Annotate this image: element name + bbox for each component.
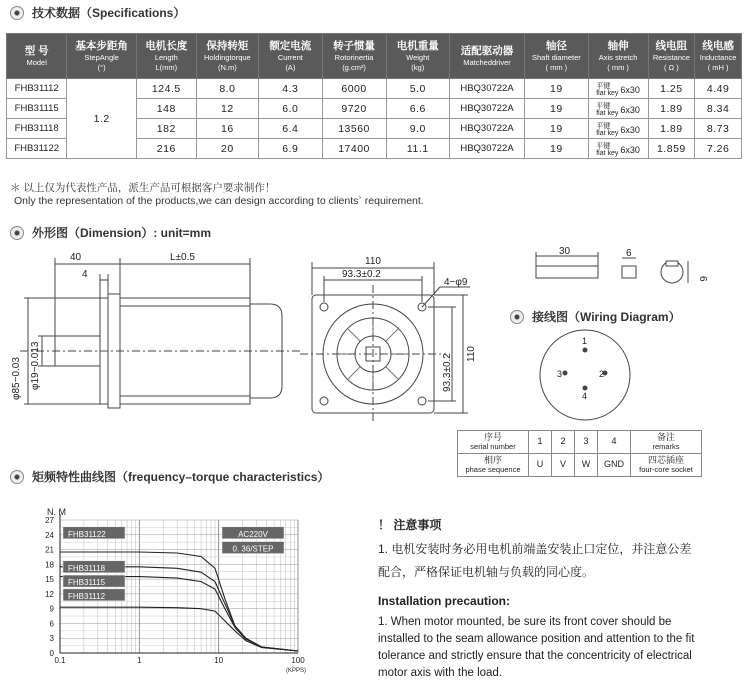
cell-torque: 16 [196, 119, 258, 139]
series-label: FHB31115 [68, 578, 106, 588]
pin-label: 3 [557, 369, 563, 379]
cell-inductance: 8.34 [695, 99, 742, 119]
series-line [60, 607, 298, 651]
cell-inertia: 9720 [322, 99, 386, 119]
table-row [458, 454, 702, 477]
dim-phi85: φ85−0.03 [11, 357, 22, 400]
col-header: 线电感 Inductance ( mH ) [695, 34, 742, 79]
cell-weight: 11.1 [386, 139, 449, 159]
cell-phase: GND [598, 454, 631, 477]
cell-shaft: 19 [525, 99, 589, 119]
dim-93-side: 93.3±0.2 [442, 353, 453, 392]
y-tick-label: 15 [45, 575, 54, 585]
cell-torque: 12 [196, 99, 258, 119]
cell-driver: HBQ30722A [449, 79, 524, 99]
section-curve [10, 468, 329, 485]
section-title: 接线图（Wiring Diagram） [532, 310, 681, 324]
cell-resistance: 1.859 [648, 139, 695, 159]
precaution-item-cn: 1. 电机安装时务必用电机前端盖安装止口定位，并注意公差配合，严格保证电机轴与负载的同心度。 [378, 542, 692, 579]
col-header: 型 号 Model [7, 34, 67, 79]
cell-inductance: 7.26 [695, 139, 742, 159]
cell-shaft: 19 [525, 139, 589, 159]
cell-driver: HBQ30722A [449, 119, 524, 139]
cell-length: 216 [136, 139, 196, 159]
cell-model: FHB31118 [7, 119, 67, 139]
x-tick-label: 0.1 [54, 656, 66, 665]
col-header: 轴伸 Axis stretch ( mm ) [588, 34, 648, 79]
precaution-item-en: 1. When motor mounted, be sure its front cover should be installed to the seam allowance position and attention to the fit tolerance and strictly ensure that the concentricity of electrical motor axis with the load. [378, 616, 695, 679]
cell-remarks-header: 备注 remarks [631, 431, 702, 454]
cell-inductance: 4.49 [695, 79, 742, 99]
y-tick-label: 12 [45, 589, 54, 599]
dim-110-side: 110 [466, 346, 477, 362]
col-header: 保持转矩 Holdingtorque (N.m) [196, 34, 258, 79]
dim-93-top: 93.3±0.2 [342, 269, 381, 280]
pin-label: 2 [599, 369, 605, 379]
series-label: FHB31122 [68, 529, 106, 539]
x-tick-label: 1 [137, 656, 142, 665]
section-title: 技术数据（Specifications） [32, 6, 186, 20]
cell-axis: 平键 flat key 6x30 [588, 139, 648, 159]
cell-resistance: 1.89 [648, 99, 695, 119]
cell-resistance: 1.89 [648, 119, 695, 139]
cell-current: 6.0 [259, 99, 322, 119]
cell-weight: 5.0 [386, 79, 449, 99]
cell-serial-header: 序号 serial number [458, 431, 529, 454]
dim-key-30: 30 [559, 246, 571, 257]
x-tick-label: 10 [214, 656, 224, 665]
cell-weight: 6.6 [386, 99, 449, 119]
cell-current: 4.3 [259, 79, 322, 99]
y-tick-label: 9 [49, 604, 54, 614]
mount-hole [320, 397, 328, 405]
col-header: 线电阻 Resistance ( Ω ) [648, 34, 695, 79]
cell-pin: 2 [552, 431, 575, 454]
col-header: 额定电流 Current (A) [259, 34, 322, 79]
cell-current: 6.4 [259, 119, 322, 139]
col-header: 转子惯量 Rotorinertia (g.cm²) [322, 34, 386, 79]
precaution-title-cn: ！ 注意事项 [378, 518, 442, 532]
spec-table [6, 33, 742, 159]
cell-model: FHB31122 [7, 139, 67, 159]
table-row [458, 431, 702, 454]
cell-driver: HBQ30722A [449, 99, 524, 119]
torque-chart [0, 500, 340, 687]
cell-model: FHB31112 [7, 79, 67, 99]
cell-step-angle: 1.2 [67, 79, 137, 159]
dim-key-6b: 6 [697, 276, 708, 282]
note-cn: ＊ 以上仅为代表性产品，派生产品可根据客户要求制作！ [10, 182, 276, 194]
mount-hole [418, 397, 426, 405]
bullet-icon [10, 470, 24, 484]
dim-40: 40 [70, 252, 82, 263]
y-tick-label: 27 [45, 516, 54, 525]
motor-shaft [55, 336, 100, 366]
precaution-title-en: Installation precaution: [378, 594, 511, 608]
cell-inertia: 13560 [322, 119, 386, 139]
cell-pin: 1 [529, 431, 552, 454]
series-label: FHB31118 [68, 563, 106, 573]
col-header: 电机重量 Weight (kg) [386, 34, 449, 79]
cell-inertia: 17400 [322, 139, 386, 159]
y-tick-label: 18 [45, 560, 54, 570]
series-line [60, 577, 298, 651]
col-header: 电机长度 Length L(mm) [136, 34, 196, 79]
y-tick-label: 21 [45, 545, 54, 555]
pin-label: 4 [582, 391, 588, 401]
wiring-diagram [538, 326, 638, 426]
cell-torque: 8.0 [196, 79, 258, 99]
y-tick-label: 24 [45, 530, 54, 540]
cell-weight: 9.0 [386, 119, 449, 139]
cell-inertia: 6000 [322, 79, 386, 99]
dim-phi19: φ19−0.013 [30, 341, 41, 390]
dim-length: L±0.5 [170, 252, 195, 263]
pin-label: 1 [582, 336, 588, 346]
cell-length: 124.5 [136, 79, 196, 99]
cell-phase: W [575, 454, 598, 477]
key-top-view [536, 266, 598, 278]
section-title: 矩频特性曲线图（frequency–torque characteristics） [32, 470, 330, 484]
dim-4phi9: 4−φ9 [444, 277, 468, 288]
note-en: Only the representation of the products,we can design according to clients` requirement. [14, 195, 424, 207]
cell-socket: 四芯插座 four-core socket [631, 454, 702, 477]
bullet-icon [10, 6, 24, 20]
section-title: 外形图（Dimension）: unit=mm [32, 226, 212, 240]
cell-phase: U [529, 454, 552, 477]
dim-key-6a: 6 [626, 248, 632, 259]
spec-header-row [7, 34, 742, 79]
dim-110-top: 110 [365, 256, 381, 267]
cell-phase: V [552, 454, 575, 477]
table-row [7, 79, 742, 99]
section-dimension [10, 224, 211, 241]
section-specifications [10, 4, 185, 21]
cell-resistance: 1.25 [648, 79, 695, 99]
y-tick-label: 0 [49, 649, 54, 658]
y-tick-label: 3 [49, 634, 54, 644]
cell-phase-header: 相序 phase sequence [458, 454, 529, 477]
y-axis-label: N. M [47, 507, 66, 517]
x-axis-unit: (KPPS) [286, 668, 307, 674]
cell-axis: 平键 flat key 6x30 [588, 119, 648, 139]
cell-axis: 平键 flat key 6x30 [588, 79, 648, 99]
dim-4: 4 [82, 269, 88, 280]
cell-pin: 3 [575, 431, 598, 454]
annotation-label: 0. 36/STEP [232, 544, 274, 554]
col-header: 适配驱动器 Matcheddriver [449, 34, 524, 79]
mount-hole [320, 303, 328, 311]
cell-driver: HBQ30722A [449, 139, 524, 159]
cell-pin: 4 [598, 431, 631, 454]
col-header: 基本步距角 StepAngle (°) [67, 34, 137, 79]
cell-axis: 平键 flat key 6x30 [588, 99, 648, 119]
series-label: FHB31112 [68, 591, 106, 601]
cell-shaft: 19 [525, 119, 589, 139]
y-tick-label: 6 [49, 619, 54, 629]
annotation-label: AC220V [238, 529, 268, 539]
col-header: 轴径 Shaft diameter ( mm ) [525, 34, 589, 79]
cell-torque: 20 [196, 139, 258, 159]
wiring-table [457, 430, 702, 477]
bullet-icon [10, 226, 24, 240]
x-tick-label: 100 [291, 656, 305, 665]
cell-shaft: 19 [525, 79, 589, 99]
key-side-view [622, 266, 636, 278]
cell-length: 182 [136, 119, 196, 139]
cell-current: 6.9 [259, 139, 322, 159]
cell-inductance: 8.73 [695, 119, 742, 139]
cell-model: FHB31115 [7, 99, 67, 119]
cell-length: 148 [136, 99, 196, 119]
